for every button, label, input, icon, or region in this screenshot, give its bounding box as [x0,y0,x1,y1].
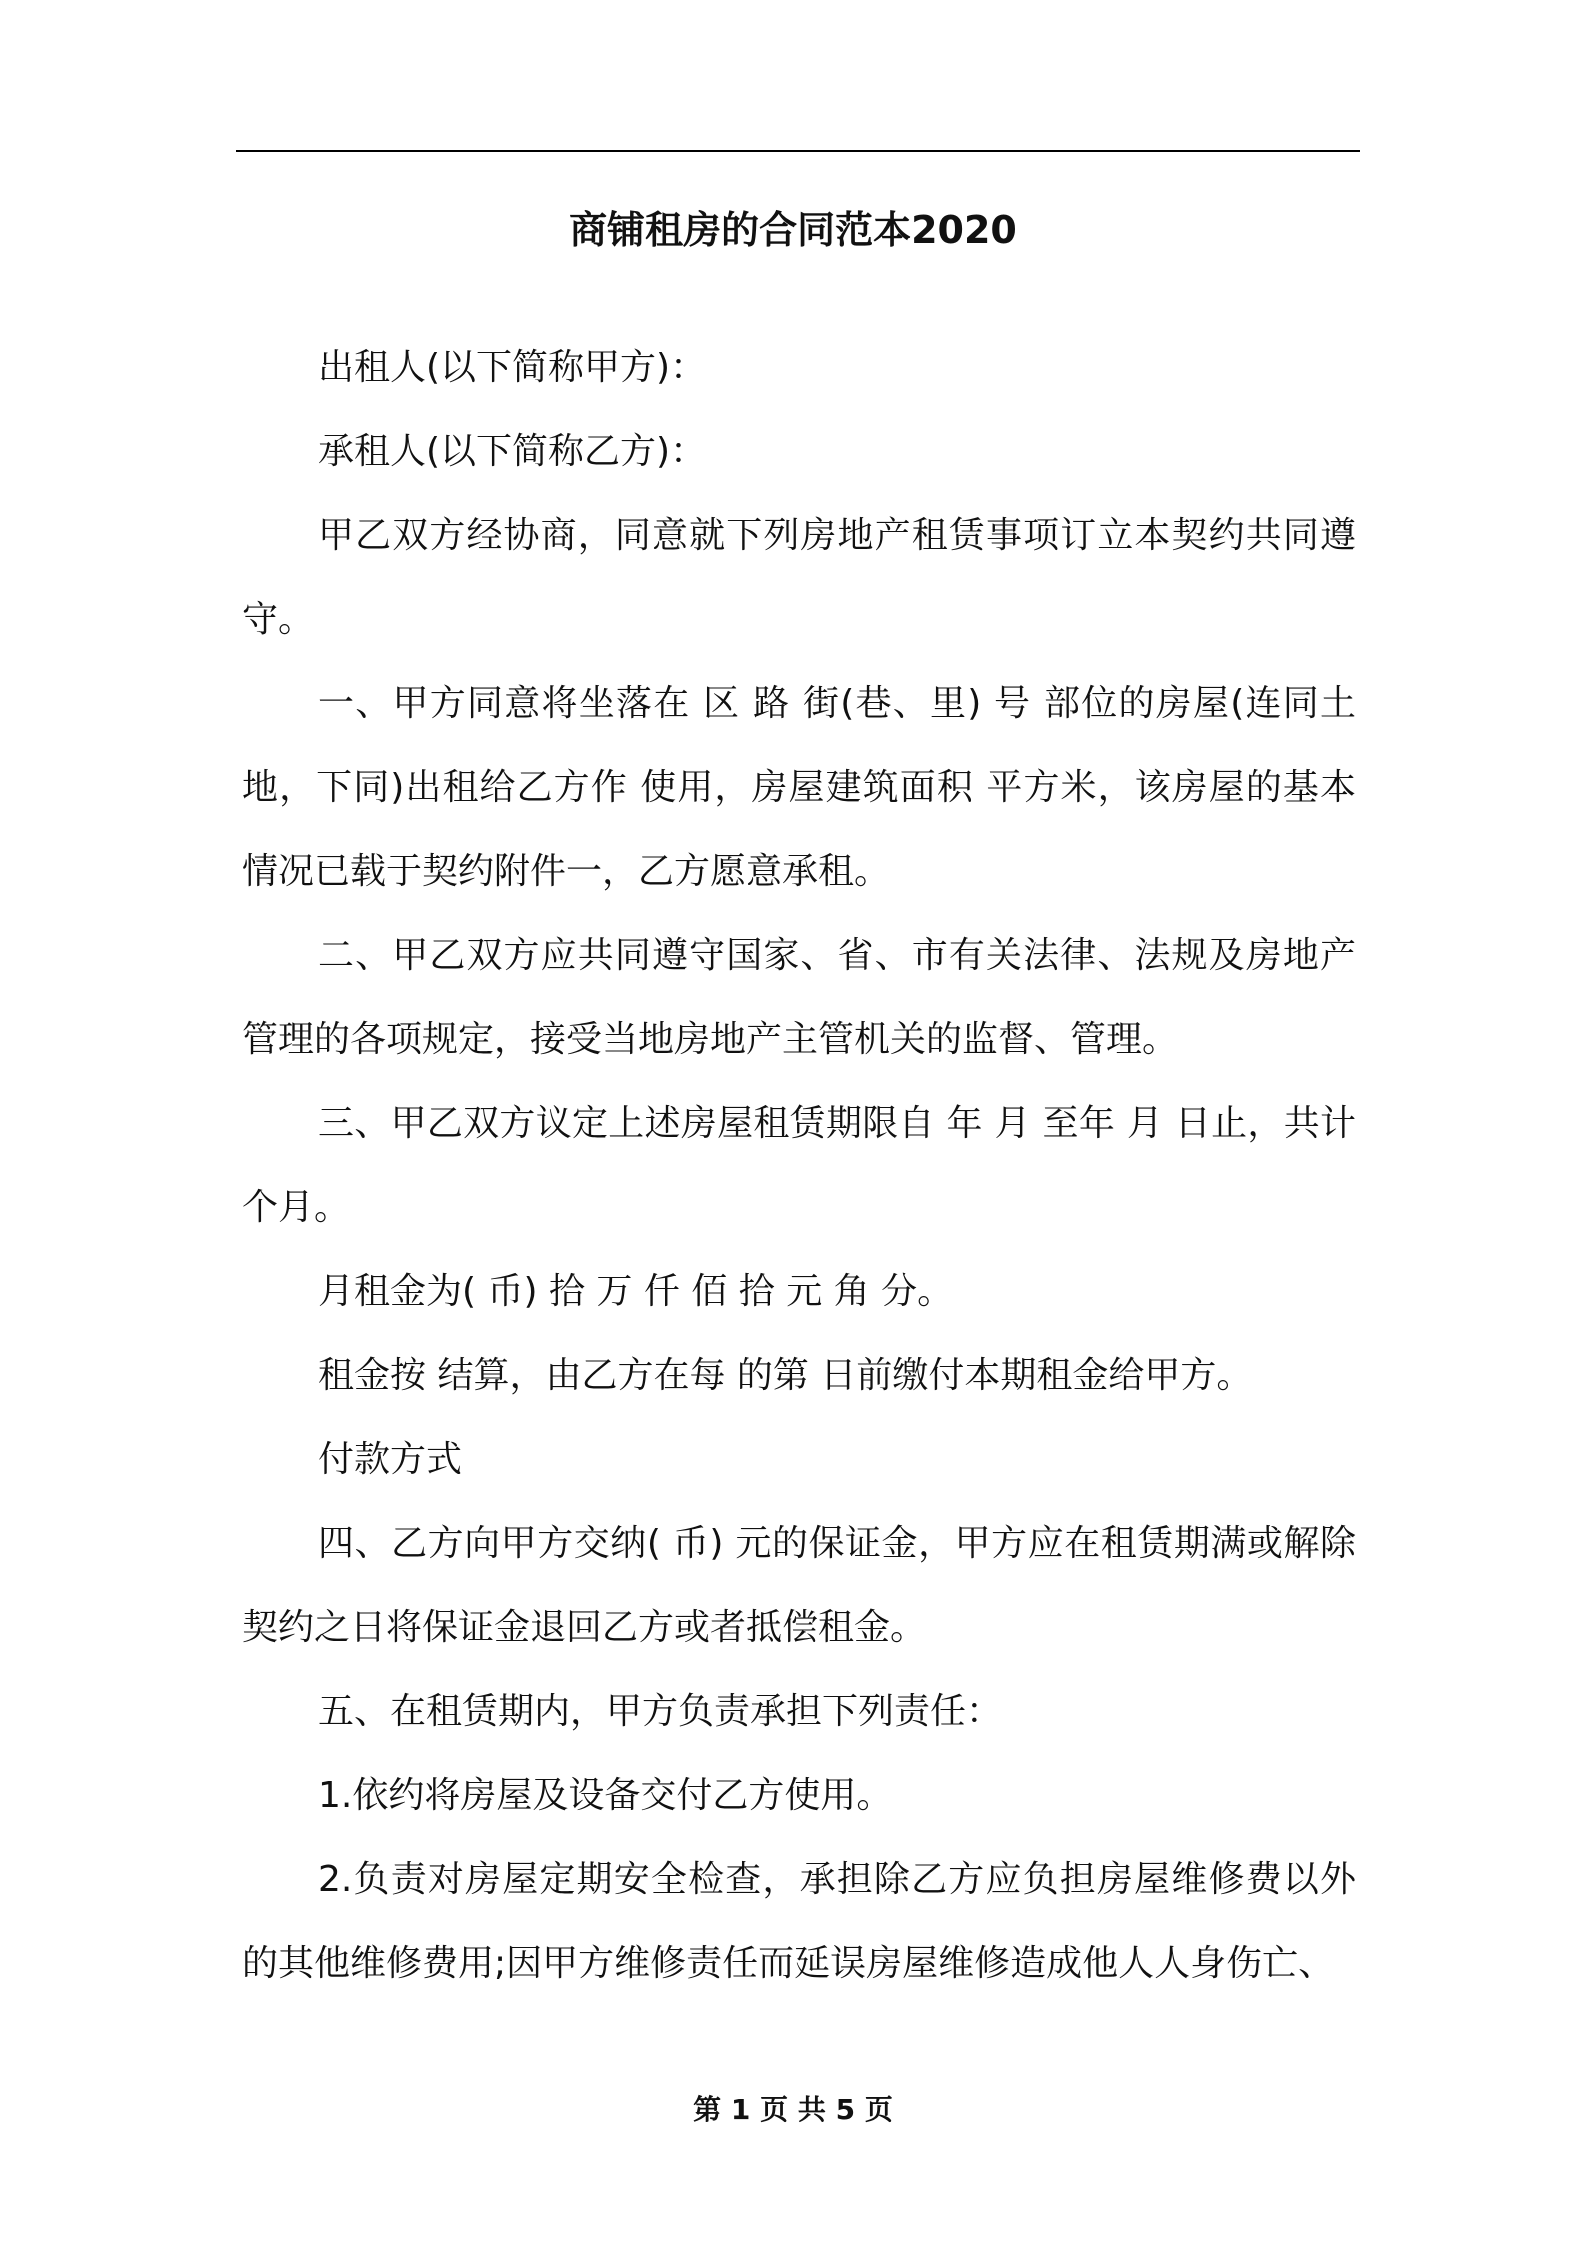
paragraph-rent-settlement: 租金按 结算，由乙方在每 的第 日前缴付本期租金给甲方。 [318,1355,1253,1396]
header-rule [236,150,1360,152]
paragraph-clause-1: 一、甲方同意将坐落在 区 路 街(巷、里) 号 部位的房屋(连同土地，下同)出租给乙方作 使用，房屋建筑面积 平方米，该房屋的基本情况已载于契约附件一，乙方愿意承租。 [242,683,1356,892]
paragraph-payment-method: 付款方式 [318,1439,463,1480]
paragraph-lessee: 承租人(以下简称乙方)： [318,431,707,472]
paragraph-monthly-rent: 月租金为( 币) 拾 万 仟 佰 拾 元 角 分。 [318,1271,954,1312]
paragraph-clause-2: 二、甲乙双方应共同遵守国家、省、市有关法律、法规及房地产管理的各项规定，接受当地房地产主管机关的监督、管理。 [242,935,1356,1060]
paragraph-item-1: 1.依约将房屋及设备交付乙方使用。 [318,1775,893,1816]
paragraph-intro: 甲乙双方经协商，同意就下列房地产租赁事项订立本契约共同遵守。 [242,515,1356,640]
paragraph-clause-3: 三、甲乙双方议定上述房屋租赁期限自 年 月 至年 月 日止，共计 个月。 [242,1103,1368,1228]
paragraph-clause-4: 四、乙方向甲方交纳( 币) 元的保证金，甲方应在租赁期满或解除契约之日将保证金退回乙方或者抵偿租金。 [242,1523,1356,1648]
paragraph-lessor: 出租人(以下简称甲方)： [318,347,707,388]
document-title: 商铺租房的合同范本2020 [569,208,1017,252]
paragraph-item-2: 2.负责对房屋定期安全检查，承担除乙方应负担房屋维修费以外的其他维修费用;因甲方维修责任而延误房屋维修造成他人人身伤亡、 [242,1859,1356,1984]
paragraph-clause-5: 五、在租赁期内，甲方负责承担下列责任： [318,1691,1003,1732]
document-body [242,326,1368,2006]
page-number: 第 1 页 共 5 页 [693,2093,893,2126]
